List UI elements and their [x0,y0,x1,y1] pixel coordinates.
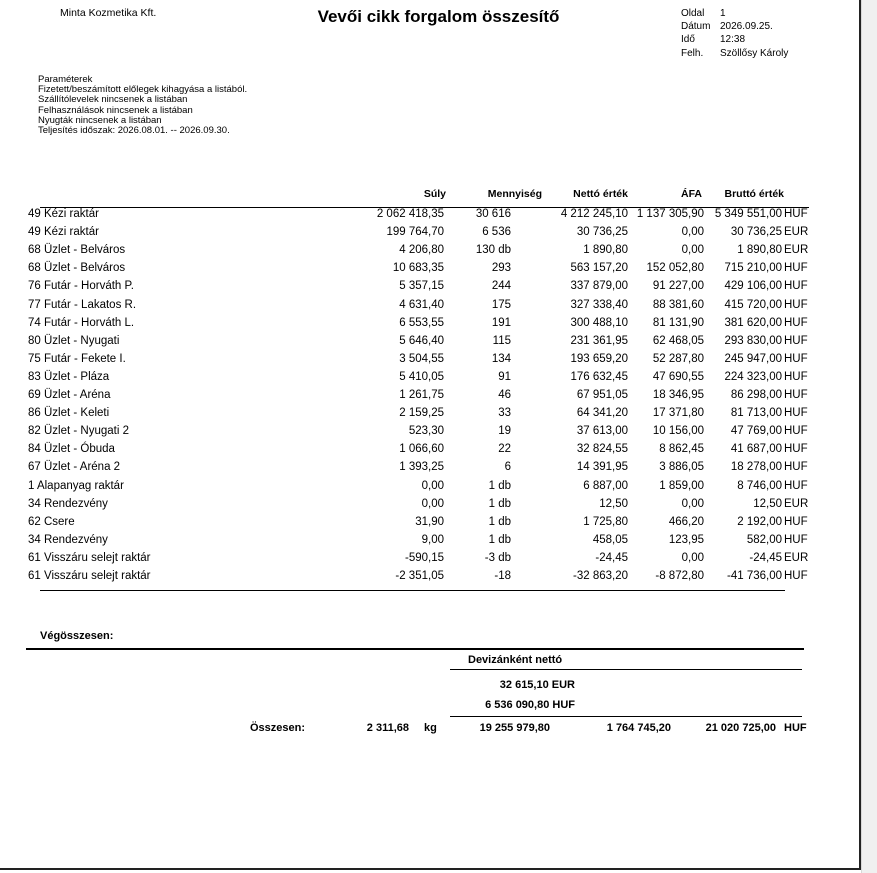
row-quantity: 134 [491,352,511,365]
row-quantity: 175 [491,298,511,311]
row-currency: HUF [784,515,808,528]
row-currency: HUF [784,533,808,546]
row-gross: 47 769,00 [730,425,782,438]
row-weight: -590,15 [404,551,444,564]
row-vat: 52 287,80 [652,352,704,365]
info-label: Idő [681,34,695,46]
row-quantity: 130 db [475,244,511,257]
row-vat: 88 381,60 [652,298,704,311]
row-vat: 47 690,55 [652,370,704,383]
row-net: 6 887,00 [583,479,628,492]
row-customer: 1 Alapanyag raktár [28,479,124,492]
row-quantity: 191 [491,316,511,329]
row-net: 193 659,20 [570,352,628,365]
table-row [0,570,861,588]
col-header-brutto: Bruttó érték [724,188,784,200]
row-quantity: 91 [498,370,511,383]
row-net: 14 391,95 [576,461,628,474]
info-value: 12:38 [720,34,746,46]
row-net: 37 613,00 [576,425,628,438]
row-customer: 74 Futár - Horváth L. [28,316,135,329]
row-currency: EUR [784,226,809,239]
row-vat: 8 862,45 [659,443,704,456]
row-quantity: 1 db [488,497,511,510]
osszesen-label: Összesen: [250,722,306,734]
row-customer: 76 Futár - Horváth P. [28,280,134,293]
row-customer: 84 Üzlet - Óbuda [28,443,115,456]
row-gross: 293 830,00 [724,334,782,347]
row-vat: 1 859,00 [659,479,704,492]
row-weight: 9,00 [421,533,444,546]
info-label: Felh. [681,47,704,59]
row-vat: 466,20 [668,515,704,528]
info-label: Oldal [681,8,705,19]
row-currency: HUF [784,570,808,582]
weight-total: 2 311,68 [366,722,409,734]
row-currency: HUF [784,443,808,456]
row-net: 32 824,55 [576,443,628,456]
table-row [0,226,861,244]
table-row [0,335,861,353]
row-gross: 582,00 [746,533,782,546]
table-row [0,244,861,262]
row-vat: 62 468,05 [652,334,704,347]
parameter-line: Teljesítés időszak: 2026.08.01. -- 2026.09.30. [38,125,230,137]
table-row [0,371,861,389]
row-vat: -8 872,80 [655,570,704,582]
row-currency: EUR [784,244,809,257]
row-currency: HUF [784,425,808,438]
table-row [0,498,861,516]
row-weight: 2 062 418,35 [376,208,444,220]
row-net: 458,05 [592,533,628,546]
row-currency: HUF [784,280,808,293]
row-gross: 2 192,00 [737,515,782,528]
row-customer: 68 Üzlet - Belváros [28,262,126,275]
row-quantity: 1 db [488,479,511,492]
row-net: 64 341,20 [576,407,628,420]
row-weight: 0,00 [421,497,444,510]
company-name: Minta Kozmetika Kft. [60,7,157,19]
eur-net-total: 32 615,10 EUR [499,679,575,691]
net-grand-total: 19 255 979,80 [479,722,550,734]
row-vat: 81 131,90 [652,316,704,329]
row-vat: 3 886,05 [659,461,704,474]
row-customer: 34 Rendezvény [28,533,108,546]
row-currency: HUF [784,461,808,474]
gross-grand-total-currency: HUF [784,722,807,734]
col-header-mennyiseg: Mennyiség [487,188,542,200]
row-currency: HUF [784,334,808,347]
parameters-block [38,75,247,136]
row-quantity: 22 [498,443,511,456]
table-row [0,534,861,552]
info-value: 2026.09.25. [720,21,773,33]
row-weight: 31,90 [415,515,444,528]
row-weight: 4 631,40 [399,298,444,311]
row-customer: 80 Üzlet - Nyugati [28,334,120,347]
row-net: 327 338,40 [570,298,628,311]
row-vat: 123,95 [668,533,704,546]
row-currency: HUF [784,407,808,420]
row-gross: 8 746,00 [737,479,782,492]
row-vat: 91 227,00 [652,280,704,293]
row-currency: HUF [784,262,808,275]
row-net: -24,45 [595,551,628,564]
row-net: 563 157,20 [570,262,628,275]
col-header-suly: Súly [423,188,446,200]
row-customer: 82 Üzlet - Nyugati 2 [28,425,129,438]
row-customer: 86 Üzlet - Keleti [28,407,110,420]
row-vat: 18 346,95 [652,389,704,401]
parameter-line: Nyugták nincsenek a listában [38,114,162,126]
parameter-line: Szállítólevelek nincsenek a listában [38,94,188,106]
row-customer: 67 Üzlet - Aréna 2 [28,461,121,474]
row-vat: 17 371,80 [652,407,704,420]
row-net: 300 488,10 [570,316,628,329]
info-row-time [681,33,788,46]
row-vat: 0,00 [681,244,704,257]
row-vat: 0,00 [681,226,704,239]
row-weight: 5 410,05 [399,370,444,383]
row-currency: HUF [784,352,808,365]
currency-totals-rule [450,716,802,717]
row-net: 67 951,05 [576,389,628,401]
info-row-page [681,7,788,20]
row-gross: 429 106,00 [724,280,782,293]
row-net: -32 863,20 [573,570,628,582]
parameter-line: Felhasználások nincsenek a listában [38,104,193,116]
col-header-afa: ÁFA [681,188,702,200]
row-weight: -2 351,05 [395,570,444,582]
row-gross: 224 323,00 [724,370,782,383]
row-weight: 5 646,40 [399,334,444,347]
row-quantity: 19 [498,425,511,438]
row-quantity: 6 [504,461,511,474]
row-net: 1 725,80 [583,515,628,528]
row-weight: 3 504,55 [399,352,444,365]
row-net: 231 361,95 [570,334,628,347]
row-gross: 18 278,00 [730,461,782,474]
row-quantity: 1 db [488,533,511,546]
parameters-heading: Paraméterek [38,74,93,85]
grand-total-rule [26,648,804,650]
row-gross: 1 890,80 [737,244,782,257]
gross-grand-total: 21 020 725,00 [705,722,776,734]
table-bottom-rule [40,590,785,591]
currency-net-heading: Devizánként nettó [468,654,563,666]
row-vat: 152 052,80 [646,262,704,275]
info-row-user [681,47,788,60]
table-row [0,299,861,317]
vat-grand-total: 1 764 745,20 [606,722,671,734]
row-currency: EUR [784,497,809,510]
row-gross: 81 713,00 [730,407,782,420]
table-row [0,389,861,407]
info-value: Szöllősy Károly [720,47,789,59]
currency-heading-rule [450,669,802,670]
row-currency: EUR [784,551,809,564]
row-currency: HUF [784,479,808,492]
table-row [0,280,861,298]
row-customer: 34 Rendezvény [28,497,108,510]
row-weight: 5 357,15 [399,280,444,293]
row-weight: 1 066,60 [399,443,444,456]
row-net: 30 736,25 [576,226,628,239]
row-gross: 12,50 [753,497,782,510]
row-vat: 0,00 [681,551,704,564]
row-quantity: 293 [491,262,511,275]
row-gross: 86 298,00 [730,389,782,401]
row-weight: 10 683,35 [392,262,444,275]
parameter-line: Fizetett/beszámított előlegek kihagyása a listából. [38,84,248,96]
huf-net-total: 6 536 090,80 HUF [485,699,575,711]
info-label: Dátum [681,21,711,33]
vertical-scrollbar[interactable] [861,0,877,873]
row-quantity: -3 db [484,551,511,564]
row-gross: 415 720,00 [724,298,782,311]
row-currency: HUF [784,370,808,383]
row-currency: HUF [784,316,808,329]
info-row-date [681,20,788,33]
row-customer: 77 Futár - Lakatos R. [28,298,137,311]
row-customer: 62 Csere [28,515,75,528]
row-weight: 1 261,75 [399,389,444,401]
row-quantity: 1 db [488,515,511,528]
row-customer: 68 Üzlet - Belváros [28,244,126,257]
table-row [0,516,861,534]
table-row [0,443,861,461]
row-net: 1 890,80 [583,244,628,257]
row-net: 337 879,00 [570,280,628,293]
row-net: 176 632,45 [570,370,628,383]
row-net: 12,50 [599,497,628,510]
table-row [0,552,861,570]
row-quantity: -18 [494,570,511,582]
row-gross: 715 210,00 [724,262,782,275]
row-vat: 1 137 305,90 [636,208,704,220]
row-quantity: 244 [491,280,511,293]
row-weight: 523,30 [408,425,444,438]
table-row [0,425,861,443]
row-weight: 4 206,80 [399,244,444,257]
col-header-netto: Nettó érték [573,188,628,200]
row-vat: 10 156,00 [652,425,704,438]
row-gross: -24,45 [749,551,782,564]
row-customer: 61 Visszáru selejt raktár [28,551,151,564]
row-customer: 49 Kézi raktár [28,208,99,220]
row-quantity: 6 536 [482,226,511,239]
row-vat: 0,00 [681,497,704,510]
row-weight: 6 553,55 [399,316,444,329]
row-quantity: 115 [492,334,511,347]
row-quantity: 33 [498,407,511,420]
row-weight: 2 159,25 [399,407,444,420]
row-gross: 41 687,00 [730,443,782,456]
weight-unit: kg [424,722,437,734]
row-gross: 30 736,25 [730,226,782,239]
row-weight: 199 764,70 [386,226,444,239]
info-value: 1 [720,8,726,19]
row-quantity: 30 616 [475,208,511,220]
row-weight: 0,00 [421,479,444,492]
report-info-block [681,7,788,60]
table-row [0,317,861,335]
row-gross: -41 736,00 [727,570,782,582]
row-gross: 245 947,00 [724,352,782,365]
row-customer: 61 Visszáru selejt raktár [28,570,151,582]
row-customer: 49 Kézi raktár [28,226,99,239]
table-row [0,407,861,425]
row-customer: 75 Futár - Fekete I. [28,352,126,365]
table-row [0,461,861,479]
row-quantity: 46 [498,389,511,401]
table-row [0,208,861,226]
row-customer: 83 Üzlet - Pláza [28,370,110,383]
grand-total-label: Végösszesen: [40,630,114,642]
row-gross: 381 620,00 [724,316,782,329]
row-net: 4 212 245,10 [560,208,628,220]
row-currency: HUF [784,389,808,401]
row-gross: 5 349 551,00 [714,208,782,220]
table-row [0,353,861,371]
row-weight: 1 393,25 [399,461,444,474]
table-row [0,262,861,280]
row-currency: HUF [784,208,808,220]
row-customer: 69 Üzlet - Aréna [28,389,111,401]
row-currency: HUF [784,298,808,311]
table-row [0,480,861,498]
report-title: Vevői cikk forgalom összesítő [317,7,560,26]
